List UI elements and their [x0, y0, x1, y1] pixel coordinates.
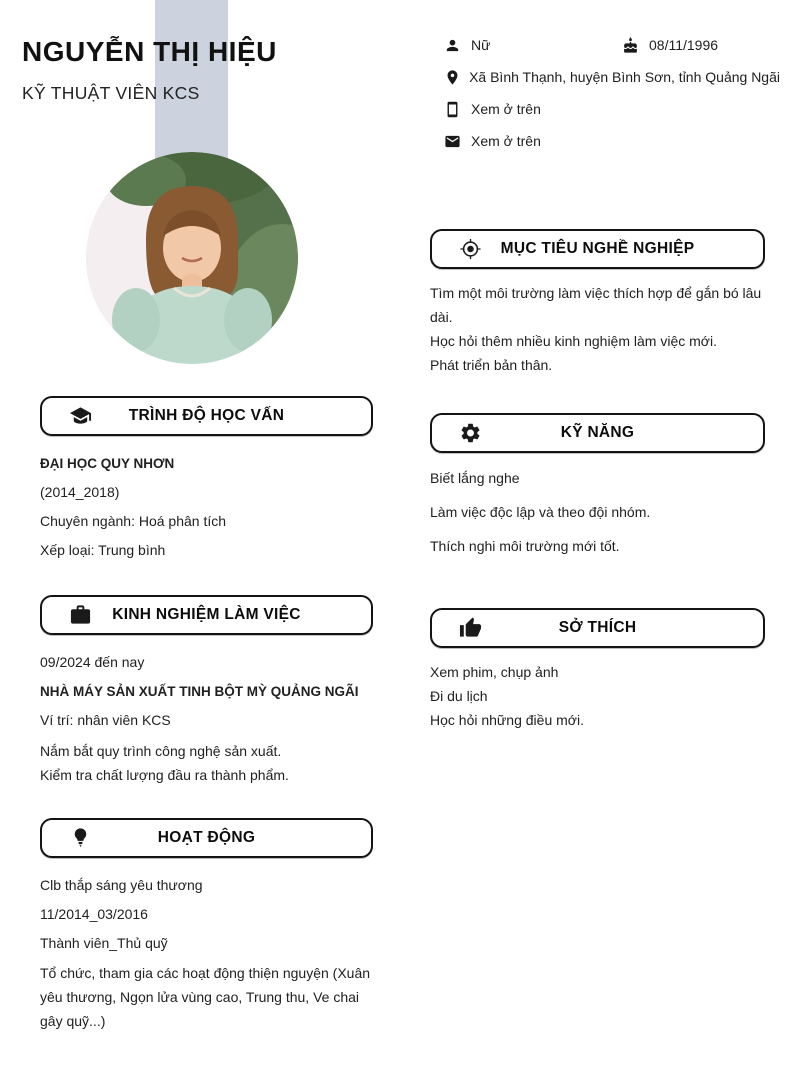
gender-value: Nữ [471, 37, 491, 53]
contact-row-gender-birthday [444, 29, 780, 61]
education-heading: TRÌNH ĐỘ HỌC VẤN [128, 407, 285, 424]
objective-content [430, 269, 765, 377]
activities-organization: Clb thắp sáng yêu thương [40, 877, 203, 893]
objective-line: Học hỏi thêm nhiều kinh nghiệm làm việc mới. [430, 333, 717, 349]
contact-row-phone [444, 93, 780, 125]
objective-heading: MỤC TIÊU NGHỀ NGHIỆP [500, 240, 695, 257]
activities-role: Thành viên_Thủ quỹ [40, 935, 168, 951]
location-icon [444, 69, 469, 86]
education-period: (2014_2018) [40, 484, 120, 500]
experience-company: NHÀ MÁY SẢN XUẤT TINH BỘT MỲ QUẢNG NGÃI [40, 684, 359, 699]
skills-content [430, 453, 765, 563]
experience-duty: Nắm bắt quy trình công nghệ sản xuất. [40, 743, 282, 759]
email-value: Xem ở trên [471, 133, 541, 149]
birthday-value: 08/11/1996 [649, 37, 719, 53]
section-objective [430, 229, 765, 377]
contact-row-email [444, 125, 780, 157]
thumbs-up-icon [459, 617, 482, 640]
education-content [40, 436, 373, 565]
skills-header [430, 413, 765, 453]
contact-row-address [444, 61, 780, 93]
activities-description: Tổ chức, tham gia các hoạt động thiện nguyện (Xuân yêu thương, Ngọn lửa vùng cao, Trung thu, Ve chai gây quỹ...) [40, 965, 371, 1029]
briefcase-icon [69, 604, 92, 627]
hobbies-heading: SỞ THÍCH [558, 619, 637, 636]
experience-content [40, 635, 373, 787]
bulb-icon [69, 827, 92, 850]
experience-heading: KINH NGHIỆM LÀM VIỆC [112, 606, 301, 623]
address-value: Xã Bình Thạnh, huyện Bình Sơn, tỉnh Quảng Ngãi [469, 69, 780, 85]
gear-icon [459, 422, 482, 445]
profile-photo [86, 152, 298, 364]
activities-content [40, 858, 373, 1033]
activities-description-wrap [40, 961, 373, 1033]
activities-heading: HOẠT ĐỘNG [157, 829, 256, 846]
hobbies-header [430, 608, 765, 648]
section-activities [40, 818, 373, 1033]
phone-icon [444, 101, 471, 118]
experience-period: 09/2024 đến nay [40, 654, 145, 670]
cake-icon [622, 37, 649, 54]
skills-heading: KỸ NĂNG [560, 424, 635, 441]
contact-info [444, 29, 780, 157]
section-education [40, 396, 373, 565]
experience-position: Ví trí: nhân viên KCS [40, 712, 171, 728]
experience-duty: Kiểm tra chất lượng đầu ra thành phẩm. [40, 767, 289, 783]
graduation-cap-icon [69, 405, 92, 428]
experience-duties [40, 739, 373, 787]
skill-item: Thích nghi môi trường mới tốt. [430, 538, 620, 554]
target-icon [459, 238, 482, 261]
section-skills [430, 413, 765, 563]
person-icon [444, 37, 471, 54]
candidate-name: NGUYỄN THỊ HIỆU [22, 36, 277, 67]
skill-item: Làm việc độc lập và theo đội nhóm. [430, 504, 651, 520]
name-block [22, 36, 422, 104]
email-icon [444, 133, 471, 150]
activities-period: 11/2014_03/2016 [40, 906, 148, 922]
section-experience [40, 595, 373, 787]
education-major: Chuyên ngành: Hoá phân tích [40, 513, 227, 529]
hobby-item: Đi du lịch [430, 688, 488, 704]
activities-header [40, 818, 373, 858]
education-school: ĐẠI HỌC QUY NHƠN [40, 456, 175, 471]
section-hobbies [430, 608, 765, 732]
hobby-item: Xem phim, chụp ảnh [430, 664, 559, 680]
objective-line: Phát triển bản thân. [430, 357, 553, 373]
skill-item: Biết lắng nghe [430, 470, 520, 486]
phone-value: Xem ở trên [471, 101, 541, 117]
birthday-item [622, 37, 718, 54]
hobby-item: Học hỏi những điều mới. [430, 712, 584, 728]
education-header [40, 396, 373, 436]
candidate-title: KỸ THUẬT VIÊN KCS [22, 83, 200, 103]
education-grade: Xếp loại: Trung bình [40, 542, 166, 558]
objective-line: Tìm một môi trường làm việc thích hợp để gắn bó lâu dài. [430, 285, 762, 325]
portrait-illustration [86, 152, 298, 364]
gender-item [444, 37, 622, 54]
objective-header [430, 229, 765, 269]
experience-header [40, 595, 373, 635]
hobbies-content [430, 648, 765, 732]
